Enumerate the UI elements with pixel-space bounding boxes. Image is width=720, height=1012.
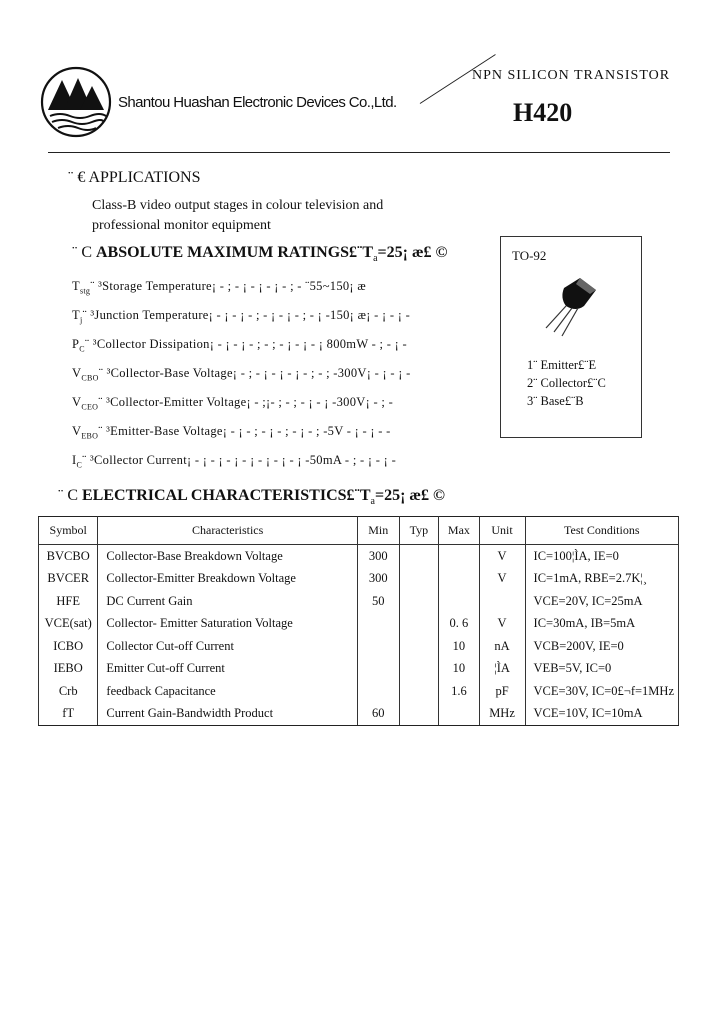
cell-symbol: BVCBO	[39, 545, 98, 568]
rating-symbol-sub: EBO	[81, 431, 99, 441]
cell-characteristic: Collector-Emitter Breakdown Voltage	[98, 568, 357, 591]
cell-typ	[399, 658, 439, 681]
col-header-characteristics: Characteristics	[98, 517, 357, 545]
col-header-max: Max	[439, 517, 479, 545]
cell-characteristic: Collector- Emitter Saturation Voltage	[98, 613, 357, 636]
cell-symbol: ICBO	[39, 635, 98, 658]
cell-unit: nA	[479, 635, 525, 658]
table-header-row	[39, 517, 679, 545]
cell-typ	[399, 635, 439, 658]
cell-characteristic: Collector-Base Breakdown Voltage	[98, 545, 357, 568]
cell-min	[357, 635, 399, 658]
header-divider	[48, 152, 670, 153]
company-logo	[40, 66, 112, 138]
ratings-heading-text: ABSOLUTE MAXIMUM RATINGS£¨T	[96, 244, 374, 261]
pin-2-label: 2¨ Collector£¨C	[527, 376, 606, 390]
rating-symbol-sub: CBO	[81, 373, 99, 383]
col-header-min: Min	[357, 517, 399, 545]
applications-line-2: professional monitor equipment	[92, 218, 271, 233]
device-type: NPN SILICON TRANSISTOR	[472, 68, 671, 83]
rating-text: ¨ ³Emitter-Base Voltage¡ - ¡ - ; - ¡ - ; - ¡ - ; -5V - ¡ - ¡ - -	[98, 424, 391, 438]
electrical-heading-mark: ¨ C	[58, 487, 78, 504]
rating-symbol: I	[72, 453, 77, 467]
rating-symbol-sub: stg	[79, 286, 91, 296]
ratings-heading	[72, 244, 447, 264]
cell-characteristic: Current Gain-Bandwidth Product	[98, 703, 357, 726]
rating-symbol-sub: j	[79, 315, 83, 325]
rating-line	[72, 395, 393, 412]
cell-characteristic: Emitter Cut-off Current	[98, 658, 357, 681]
col-header-typ: Typ	[399, 517, 439, 545]
cell-symbol: HFE	[39, 590, 98, 613]
rating-line	[72, 366, 411, 383]
cell-max	[439, 568, 479, 591]
cell-unit: V	[479, 545, 525, 568]
cell-test-condition: VEB=5V, IC=0	[525, 658, 678, 681]
table-row	[39, 568, 679, 591]
cell-test-condition: VCE=20V, IC=25mA	[525, 590, 678, 613]
ratings-heading-tail: =25¡ æ£ ©	[377, 244, 448, 261]
pin-3-label: 3¨ Base£¨B	[527, 394, 584, 408]
electrical-heading-sub: a	[370, 496, 375, 508]
rating-symbol-sub: C	[79, 344, 85, 354]
cell-symbol: IEBO	[39, 658, 98, 681]
rating-symbol-sub: CEO	[81, 402, 99, 412]
cell-symbol: VCE(sat)	[39, 613, 98, 636]
to92-package-icon	[536, 276, 608, 340]
cell-unit: V	[479, 613, 525, 636]
cell-unit: V	[479, 568, 525, 591]
table-row	[39, 635, 679, 658]
rating-text: ¨ ³Collector Current¡ - ¡ - ¡ - ¡ - ¡ - ¡ - ¡ - ¡ -50mA - ; - ¡ - ¡ -	[82, 453, 397, 467]
cell-max: 0. 6	[439, 613, 479, 636]
electrical-heading	[58, 487, 445, 507]
col-header-symbol: Symbol	[39, 517, 98, 545]
electrical-heading-tail: =25¡ æ£ ©	[374, 487, 445, 504]
rating-line	[72, 424, 391, 441]
cell-symbol: Crb	[39, 680, 98, 703]
cell-typ	[399, 703, 439, 726]
cell-typ	[399, 590, 439, 613]
col-header-unit: Unit	[479, 517, 525, 545]
rating-text: ¨ ³Collector-Base Voltage¡ - ; - ¡ - ¡ - ¡ - ; - ; -300V¡ - ¡ - ¡ -	[98, 366, 411, 380]
cell-min: 60	[357, 703, 399, 726]
cell-min	[357, 613, 399, 636]
cell-test-condition: IC=1mA, RBE=2.7K¦¸	[525, 568, 678, 591]
cell-max: 1.6	[439, 680, 479, 703]
cell-symbol: fT	[39, 703, 98, 726]
company-name: Shantou Huashan Electronic Devices Co.,Ltd.	[118, 94, 397, 111]
cell-min	[357, 658, 399, 681]
pin-1-label: 1¨ Emitter£¨E	[527, 358, 597, 372]
table-row	[39, 613, 679, 636]
table-row	[39, 658, 679, 681]
rating-symbol: V	[72, 424, 82, 438]
rating-line	[72, 279, 366, 296]
ratings-heading-mark: ¨ C	[72, 244, 92, 261]
table-row	[39, 680, 679, 703]
rating-line	[72, 337, 407, 354]
rating-symbol: T	[72, 279, 80, 293]
cell-characteristic: Collector Cut-off Current	[98, 635, 357, 658]
cell-test-condition: VCE=10V, IC=10mA	[525, 703, 678, 726]
cell-min: 50	[357, 590, 399, 613]
cell-typ	[399, 613, 439, 636]
cell-typ	[399, 545, 439, 568]
cell-max: 10	[439, 635, 479, 658]
rating-symbol: P	[72, 337, 80, 351]
cell-max	[439, 545, 479, 568]
cell-min: 300	[357, 545, 399, 568]
cell-symbol: BVCER	[39, 568, 98, 591]
col-header-test-conditions: Test Conditions	[525, 517, 678, 545]
rating-line	[72, 308, 410, 325]
cell-unit: pF	[479, 680, 525, 703]
table-row	[39, 590, 679, 613]
cell-max	[439, 703, 479, 726]
package-title: TO-92	[512, 248, 547, 263]
applications-heading: ¨ € APPLICATIONS	[68, 169, 201, 186]
cell-test-condition: IC=30mA, IB=5mA	[525, 613, 678, 636]
cell-unit	[479, 590, 525, 613]
cell-test-condition: VCE=30V, IC=0£¬f=1MHz	[525, 680, 678, 703]
part-number: H420	[513, 98, 573, 127]
table-row	[39, 545, 679, 568]
table-row	[39, 703, 679, 726]
cell-min: 300	[357, 568, 399, 591]
cell-test-condition: IC=100¦ÌA, IE=0	[525, 545, 678, 568]
rating-symbol: T	[72, 308, 80, 322]
cell-characteristic: feedback Capacitance	[98, 680, 357, 703]
cell-unit: MHz	[479, 703, 525, 726]
rating-symbol-sub: C	[76, 460, 83, 470]
electrical-heading-text: ELECTRICAL CHARACTERISTICS£¨T	[82, 487, 371, 504]
ratings-heading-sub: a	[373, 253, 378, 265]
rating-symbol: V	[72, 366, 82, 380]
electrical-characteristics-table	[38, 516, 679, 726]
cell-min	[357, 680, 399, 703]
rating-text: ¨ ³Collector-Emitter Voltage¡ - ;¡- ; - ; - ¡ - ¡ -300V¡ - ; -	[98, 395, 394, 409]
cell-max	[439, 590, 479, 613]
rating-line	[72, 453, 396, 470]
rating-text: ¨ ³Junction Temperature¡ - ¡ - ¡ - ; - ¡ - ¡ - ; - ¡ -150¡ æ¡ - ¡ - ¡ -	[82, 308, 411, 322]
cell-unit: ¦ÌA	[479, 658, 525, 681]
cell-characteristic: DC Current Gain	[98, 590, 357, 613]
cell-typ	[399, 568, 439, 591]
applications-line-1: Class-B video output stages in colour television and	[92, 198, 384, 213]
rating-text: ¨ ³Storage Temperature¡ - ; - ¡ - ¡ - ¡ - ; - ¨55~150¡ æ	[90, 279, 366, 293]
rating-text: ¨ ³Collector Dissipation¡ - ¡ - ¡ - ; - ; - ¡ - ¡ - ¡ 800mW - ; - ¡ -	[84, 337, 407, 351]
rating-symbol: V	[72, 395, 82, 409]
cell-test-condition: VCB=200V, IE=0	[525, 635, 678, 658]
cell-typ	[399, 680, 439, 703]
cell-max: 10	[439, 658, 479, 681]
